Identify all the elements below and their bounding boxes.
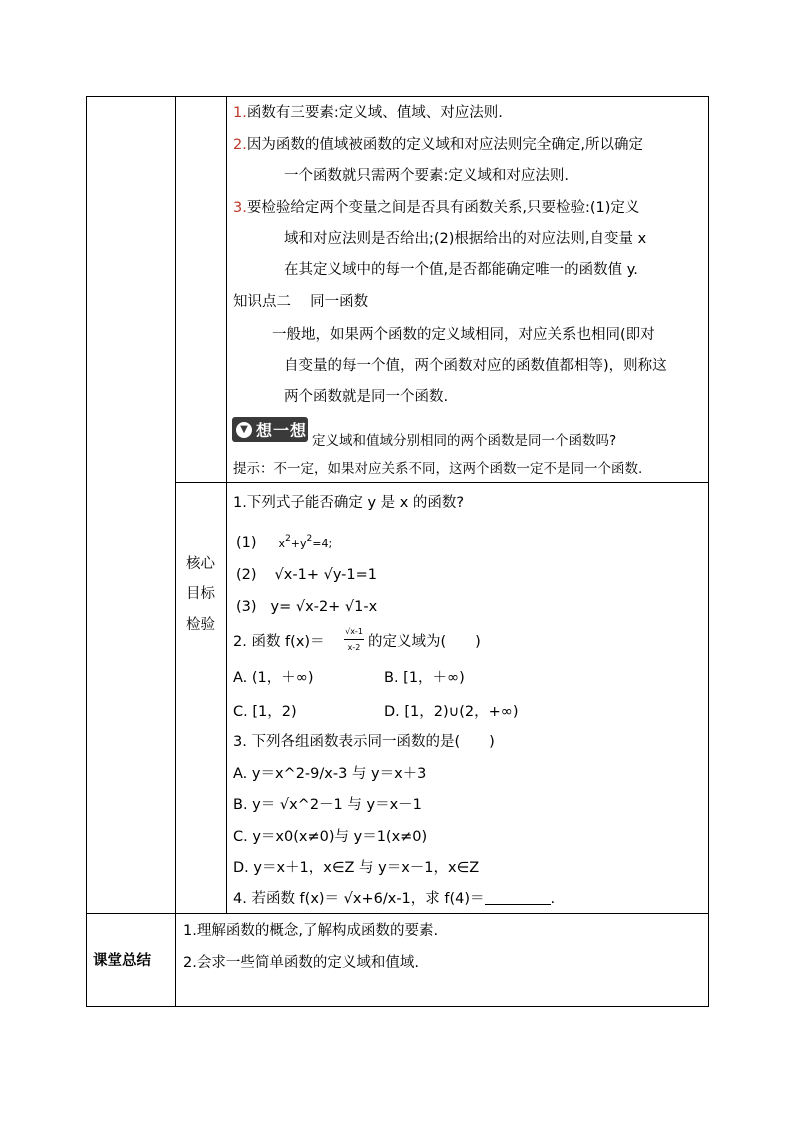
point-3-line-2: 域和对应法则是否给出;(2)根据给出的对应法则,自变量 x: [284, 231, 647, 247]
answer-blank[interactable]: [485, 890, 551, 905]
point-2-line-1: 2.因为函数的值域被函数的定义域和对应法则完全确定,所以确定: [233, 137, 643, 153]
exercise-2-option-c: C. [1，2): [233, 704, 297, 720]
knowledge-line-1: 一般地，如果两个函数的定义域相同，对应关系也相同(即对: [272, 327, 655, 343]
think-badge: [232, 417, 308, 442]
exercise-3-option-d: D. y＝x＋1，x∈Z 与 y＝x－1，x∈Z: [233, 860, 480, 876]
point-3-line-1: 3.要检验给定两个变量之间是否具有函数关系,只要检验:(1)定义: [233, 200, 640, 216]
row-divider-summary: [86, 913, 709, 914]
fraction-numerator: √x-1: [345, 627, 363, 636]
knowledge-point-heading: 知识点二 同一函数: [233, 294, 369, 310]
exercise-3: 3. 下列各组函数表示同一函数的是( ): [233, 734, 495, 750]
think-badge-label: 想一想: [256, 421, 308, 440]
knowledge-line-3: 两个函数就是同一个函数.: [284, 389, 449, 405]
table-bottom-border: [86, 1006, 709, 1007]
exercise-2-option-a: A. (1，＋∞): [233, 670, 314, 686]
exercise-2-option-b: B. [1，＋∞): [384, 670, 465, 686]
core-label-1: 核心: [186, 556, 215, 572]
exercise-2-fraction: [341, 625, 367, 657]
exercise-3-option-c: C. y＝x0(x≠0)与 y＝1(x≠0): [233, 829, 428, 845]
core-label-3: 检验: [186, 617, 215, 633]
exercise-1-2: (2) √x-1+ √y-1=1: [236, 567, 377, 583]
summary-item-2: 2.会求一些简单函数的定义域和值域.: [183, 955, 419, 971]
exercise-2-option-d: D. [1，2)∪(2，+∞): [384, 704, 519, 720]
fraction-bar: [344, 639, 364, 640]
exercise-1-1: (1) $x^2+y^2=4$;: [236, 534, 333, 551]
fraction-denominator: x-2: [347, 643, 361, 652]
think-hint: 提示：不一定，如果对应关系不同，这两个函数一定不是同一个函数.: [233, 461, 643, 477]
column-divider-2: [226, 96, 227, 913]
exercise-1-3: (3) y= √x-2+ √1-x: [236, 599, 378, 615]
column-divider-1: [175, 96, 176, 1007]
think-question: 定义域和值域分别相同的两个函数是同一个函数吗?: [312, 433, 617, 449]
exercise-3-option-b: B. y＝ √x^2－1 与 y＝x－1: [233, 797, 422, 813]
knowledge-line-2: 自变量的每一个值，两个函数对应的函数值都相等)，则称这: [284, 358, 667, 374]
exercise-2-suffix: 的定义域为( ): [368, 634, 481, 650]
row-divider-core: [175, 482, 709, 483]
exercise-4: 4. 若函数 f(x)＝ √x+6/x-1，求 f(4)＝ .: [233, 891, 556, 907]
table-right-border: [708, 96, 709, 1007]
table-top-border: [86, 96, 709, 97]
table-left-border: [86, 96, 87, 1007]
point-2-line-2: 一个函数就只需两个要素:定义域和对应法则.: [284, 168, 569, 184]
exercise-2-prefix: 2. 函数 f(x)＝: [233, 634, 325, 650]
summary-label: 课堂总结: [93, 953, 151, 969]
core-label-2: 目标: [186, 586, 215, 602]
exercise-1: 1.下列式子能否确定 y 是 x 的函数?: [233, 495, 465, 511]
exercise-3-option-a: A. y＝x^2-9/x-3 与 y＝x＋3: [233, 766, 427, 782]
point-3-line-3: 在其定义域中的每一个值,是否都能确定唯一的函数值 y.: [284, 262, 638, 278]
summary-item-1: 1.理解函数的概念,了解构成函数的要素.: [183, 923, 439, 939]
down-triangle-icon: ▼: [236, 422, 252, 438]
point-1: 1.函数有三要素:定义域、值域、对应法则.: [233, 105, 503, 121]
